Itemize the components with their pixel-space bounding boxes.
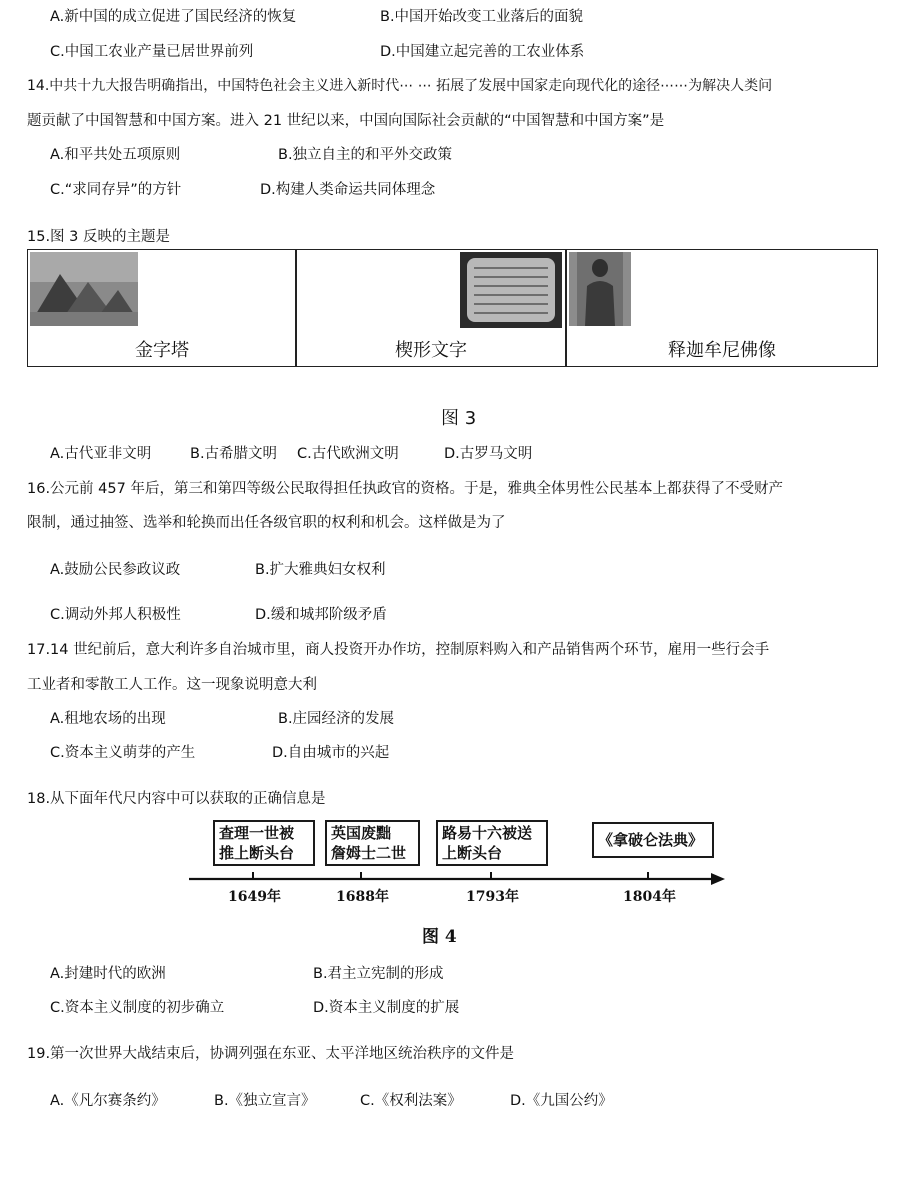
figure-3-caption-pyramid: 金字塔 <box>135 340 189 361</box>
q18-option-a: A.封建时代的欧洲 <box>50 966 166 982</box>
timeline-year-1804: 1804年 <box>623 889 676 905</box>
q14-stem-line2: 题贡献了中国智慧和中国方案。进入 21 世纪以来，中国向国际社会贡献的“中国智慧和中国方案”是 <box>27 113 665 129</box>
timeline-axis <box>185 866 730 890</box>
q19-option-d: D.《九国公约》 <box>510 1093 613 1109</box>
figure-3-caption-buddha: 释迦牟尼佛像 <box>668 340 776 361</box>
timeline-event-1688 <box>325 820 420 866</box>
q16-option-d: D.缓和城邦阶级矛盾 <box>255 607 387 623</box>
q17-option-d: D.自由城市的兴起 <box>272 745 390 761</box>
timeline-event-1649-line1: 查理一世被 <box>219 824 295 842</box>
timeline-event-1793-line2: 上断头台 <box>442 844 503 862</box>
figure-3-cell-cuneiform <box>297 250 565 366</box>
q15-option-c: C.古代欧洲文明 <box>297 446 399 462</box>
q15-option-a: A.古代亚非文明 <box>50 446 152 462</box>
q19-option-c: C.《权利法案》 <box>360 1093 462 1109</box>
figure-3-caption-cuneiform: 楔形文字 <box>395 340 467 361</box>
q13-option-b: B.中国开始改变工业落后的面貌 <box>380 9 584 25</box>
timeline-year-1688: 1688年 <box>336 889 389 905</box>
q18-stem: 18.从下面年代尺内容中可以获取的正确信息是 <box>27 791 326 807</box>
timeline-event-1649-line2: 推上断头台 <box>219 844 295 862</box>
q13-option-a: A.新中国的成立促进了国民经济的恢复 <box>50 9 297 25</box>
timeline-year-1649: 1649年 <box>228 889 281 905</box>
q19-option-b: B.《独立宣言》 <box>214 1093 316 1109</box>
timeline-event-1688-line1: 英国废黜 <box>331 824 392 842</box>
q16-option-a: A.鼓励公民参政议政 <box>50 562 181 578</box>
figure-4-caption: 图 4 <box>422 927 457 947</box>
q18-option-c: C.资本主义制度的初步确立 <box>50 1000 225 1016</box>
q16-stem-line2: 限制，通过抽签、选举和轮换而出任各级官职的权利和机会。这样做是为了 <box>27 515 506 531</box>
q14-option-c: C.“求同存异”的方针 <box>50 182 182 198</box>
q17-stem-line1: 17.14 世纪前后，意大利许多自治城市里，商人投资开办作坊，控制原料购入和产品销售两个环节，雇用一些行会手 <box>27 642 770 658</box>
q19-stem: 19.第一次世界大战结束后，协调列强在东亚、太平洋地区统治秩序的文件是 <box>27 1046 515 1062</box>
timeline-event-1793-line1: 路易十六被送 <box>442 824 533 842</box>
q17-stem-line2: 工业者和零散工人工作。这一现象说明意大利 <box>27 677 317 693</box>
q19-option-a: A.《凡尔赛条约》 <box>50 1093 166 1109</box>
timeline-event-1804 <box>592 822 714 858</box>
q17-option-b: B.庄园经济的发展 <box>278 711 395 727</box>
figure-3-cell-buddha <box>567 250 877 366</box>
timeline-event-1793 <box>436 820 548 866</box>
q14-option-d: D.构建人类命运共同体理念 <box>260 182 436 198</box>
q17-option-c: C.资本主义萌芽的产生 <box>50 745 196 761</box>
q14-option-b: B.独立自主的和平外交政策 <box>278 147 453 163</box>
q15-option-b: B.古希腊文明 <box>190 446 278 462</box>
timeline-event-1804-line1: 《拿破仑法典》 <box>598 831 704 849</box>
q17-option-a: A.租地农场的出现 <box>50 711 166 727</box>
timeline-event-1649 <box>213 820 315 866</box>
q15-option-d: D.古罗马文明 <box>444 446 533 462</box>
q18-option-b: B.君主立宪制的形成 <box>313 966 444 982</box>
figure-3-caption: 图 3 <box>441 408 477 429</box>
figure-3-table <box>27 249 878 367</box>
q16-stem-line1: 16.公元前 457 年后，第三和第四等级公民取得担任执政官的资格。于是，雅典全体男性公民基本上都获得了不受财产 <box>27 481 783 497</box>
q18-option-d: D.资本主义制度的扩展 <box>313 1000 460 1016</box>
buddha-statue-photo <box>569 252 631 326</box>
q13-option-c: C.中国工农业产量已居世界前列 <box>50 44 254 60</box>
timeline-event-1688-line2: 詹姆士二世 <box>331 844 407 862</box>
figure-3-cell-pyramid <box>28 250 296 366</box>
cuneiform-tablet-photo <box>460 252 562 328</box>
q16-option-b: B.扩大雅典妇女权利 <box>255 562 386 578</box>
q14-stem-line1: 14.中共十九大报告明确指出，中国特色社会主义进入新时代⋯ ⋯ 拓展了发展中国家走向现代化的途径⋯⋯为解决人类问 <box>27 78 773 94</box>
q13-option-d: D.中国建立起完善的工农业体系 <box>380 44 585 60</box>
q16-option-c: C.调动外邦人积极性 <box>50 607 181 623</box>
q15-stem: 15.图 3 反映的主题是 <box>27 229 171 245</box>
pyramid-photo <box>30 252 138 326</box>
q14-option-a: A.和平共处五项原则 <box>50 147 181 163</box>
timeline-year-1793: 1793年 <box>466 889 519 905</box>
